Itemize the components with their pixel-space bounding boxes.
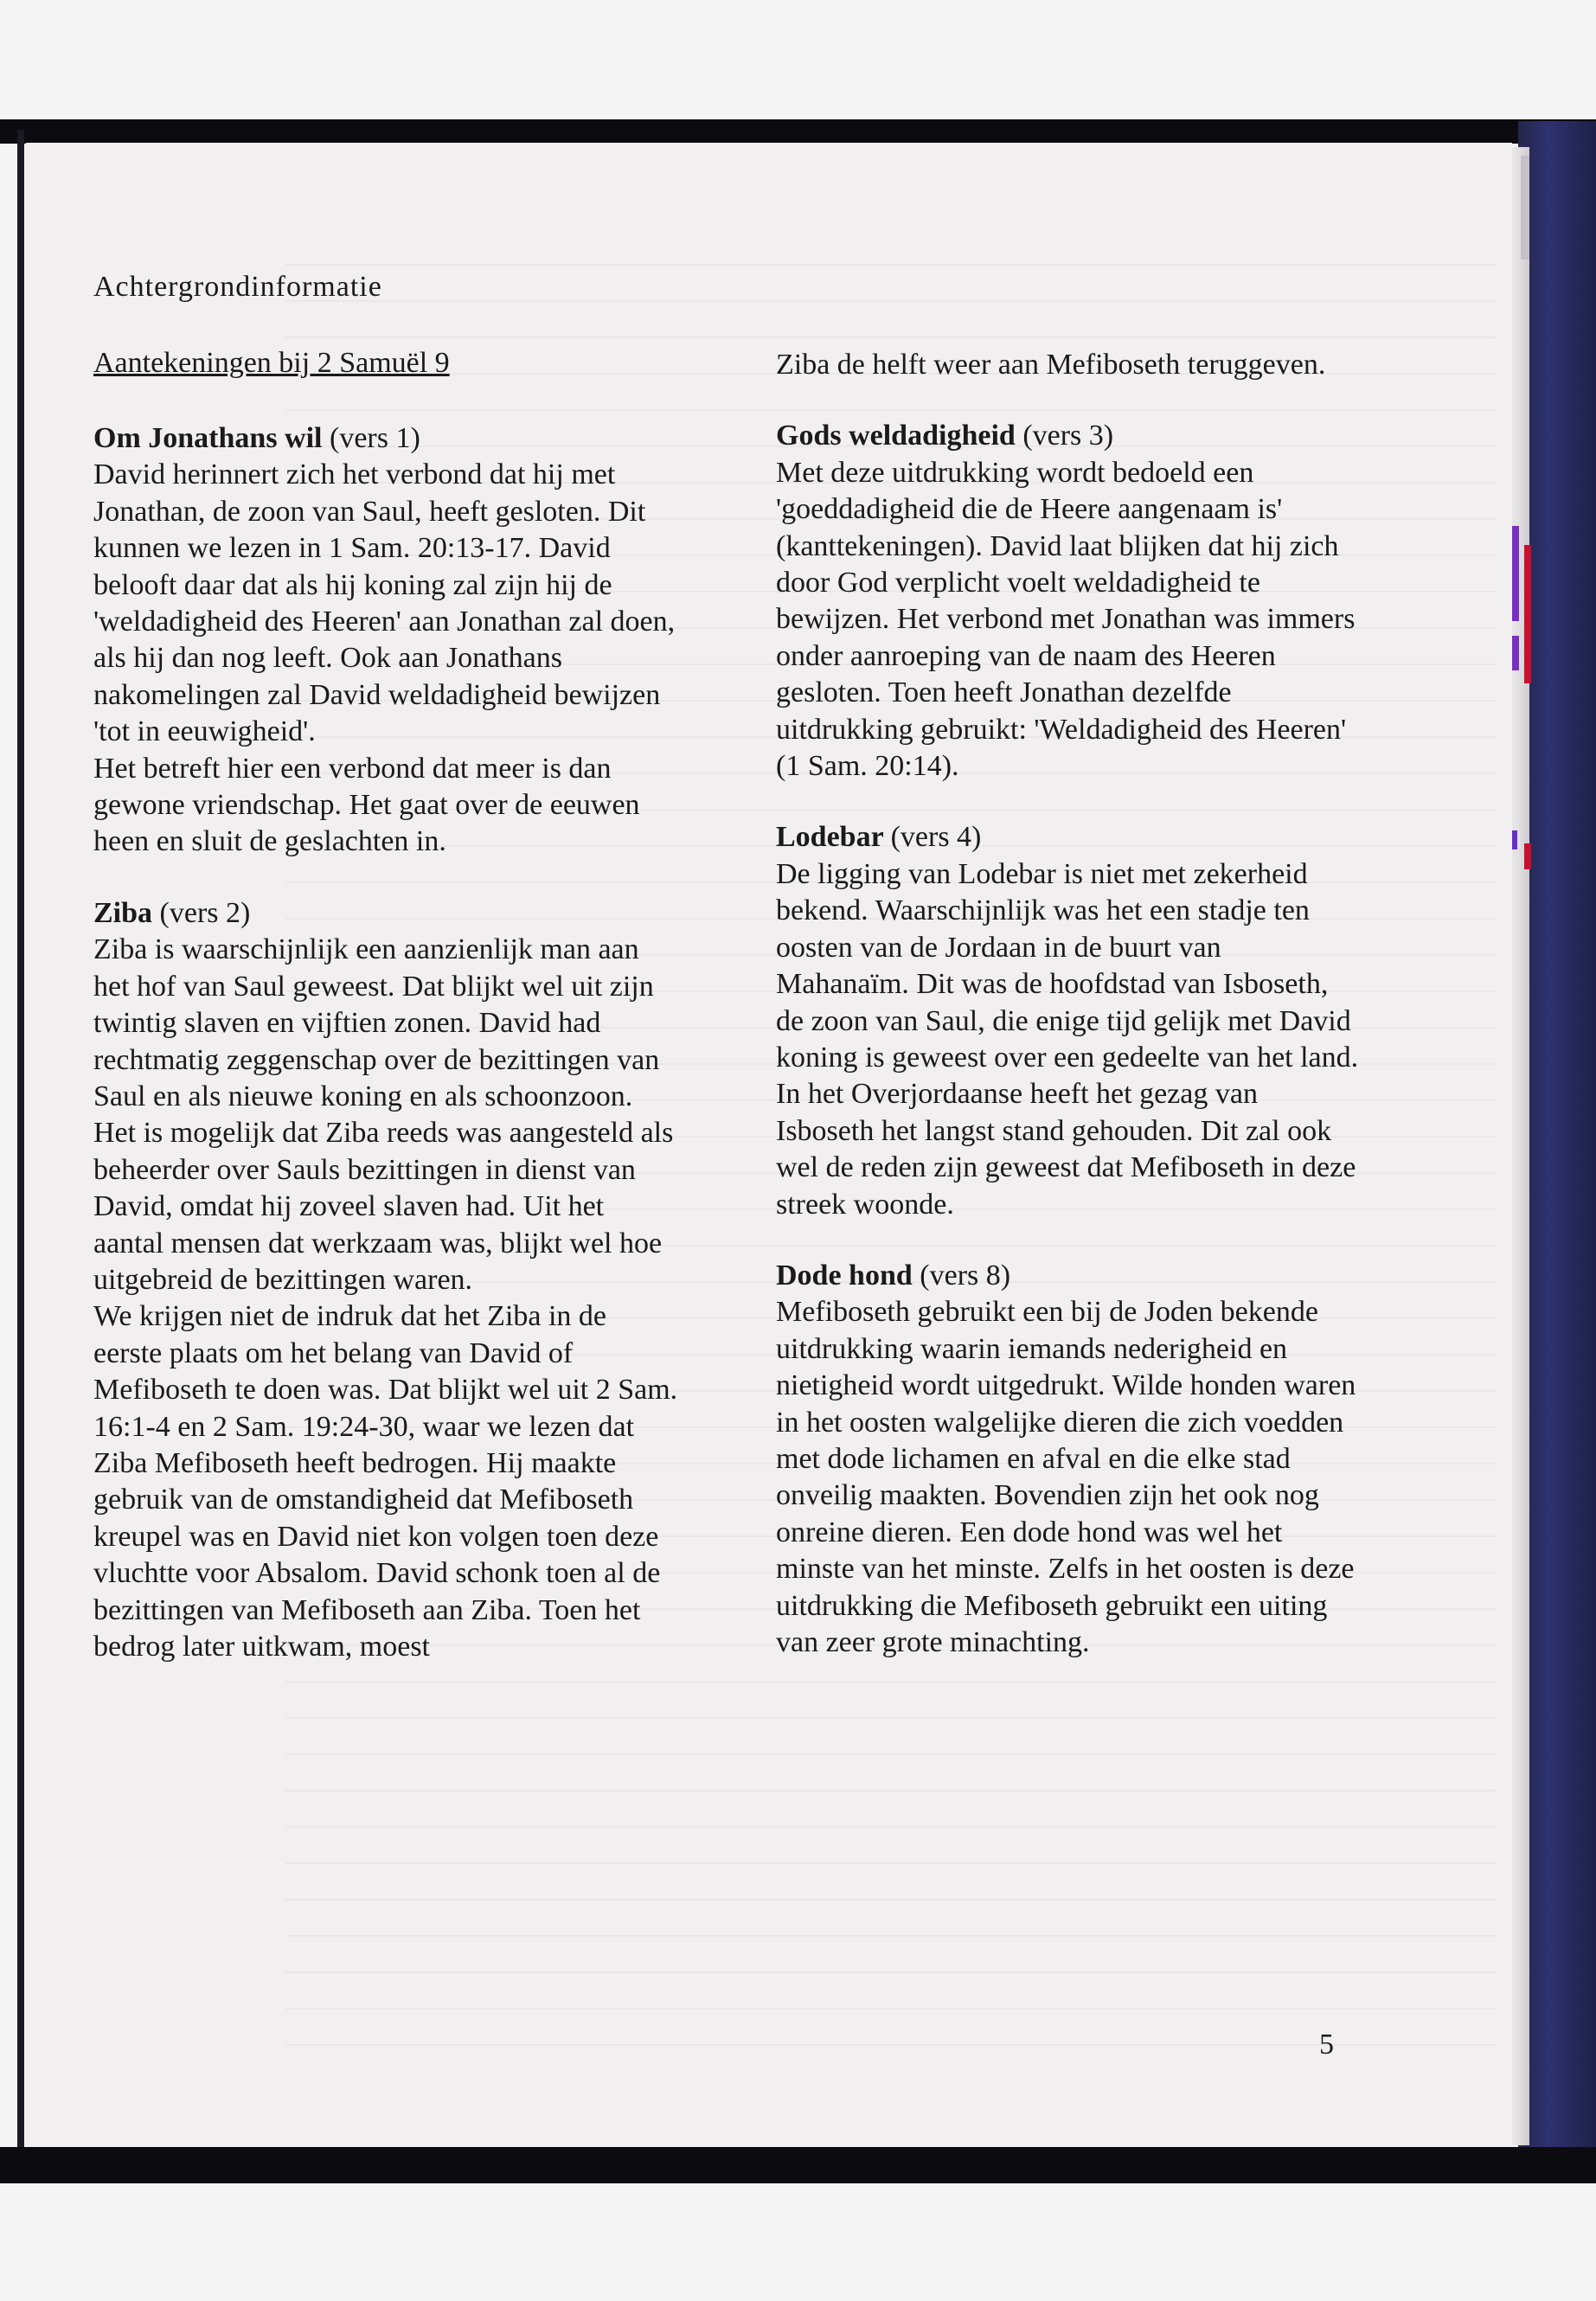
subheading — [776, 819, 1361, 856]
subheading-title: Dode hond — [776, 1259, 913, 1292]
paragraph-gap — [776, 1223, 1361, 1258]
color-tab-marker — [1524, 545, 1531, 683]
body-paragraph: Het betreft hier een verbond dat meer is dan gewone vriendschap. Het gaat over de eeuwen heen en sluit de geslachten in. — [93, 752, 640, 858]
subheading — [93, 420, 678, 457]
body-paragraph: De ligging van Lodebar is niet met zekerheid bekend. Waarschijnlijk was het een stadje ten oosten van de Jordaan in de buurt van Mahanaïm. Dit was de hoofdstad van Isboseth, de zoon van Saul, die enige tijd gelijk met David koning is geweest over een gedeelte van het land. In het Overjordaanse heeft het gezag van Isboseth het langst stand gehouden. Dit zal ook wel de reden zijn geweest dat Mefiboseth in deze streek woonde. — [776, 857, 1359, 1221]
verse-reference: (vers 2) — [159, 896, 251, 929]
book-page — [26, 143, 1512, 2148]
verse-reference: (vers 4) — [890, 821, 982, 854]
book-cover-edge — [1518, 121, 1596, 2171]
right-column — [776, 347, 1361, 1661]
verse-reference: (vers 3) — [1022, 420, 1114, 452]
subheading-title: Lodebar — [776, 821, 884, 854]
subheading — [93, 895, 678, 932]
subheading-title: Ziba — [93, 896, 153, 929]
paragraph-gap — [776, 383, 1361, 418]
verse-reference: (vers 1) — [330, 422, 420, 454]
body-paragraph: Ziba is waarschijnlijk een aanzienlijk man aan het hof van Saul geweest. Dat blijkt wel uit zijn twintig slaven en vijftien zonen. David had rechtmatig zeggenschap over de bezittingen van Saul en als nieuwe koning en als schoonzoon. — [93, 933, 660, 1112]
body-paragraph: Het is mogelijk dat Ziba reeds was aangesteld als beheerder over Sauls bezittingen in dienst van David, omdat hij zoveel slaven had. Uit het aantal mensen dat werkzaam was, blijkt wel hoe uitgebreid de bezittingen waren. — [93, 1117, 674, 1296]
page-content — [26, 143, 1512, 2148]
subheading-title: Gods weldadigheid — [776, 420, 1016, 452]
left-column — [93, 420, 678, 1665]
body-paragraph: Mefiboseth gebruikt een bij de Joden bekende uitdrukking waarin iemands nederigheid en nietigheid wordt uitgedrukt. Wilde honden waren in het oosten walgelijke dieren die zich voedden met dode lichamen en afval en die elke stad onveilig maakten. Bovendien zijn het ook nog onreine dieren. Een dode hond was wel het minste van het minste. Zelfs in het oosten is deze uitdrukking die Mefiboseth gebruikt een uiting van zeer grote minachting. — [776, 1296, 1356, 1658]
body-paragraph: Met deze uitdrukking wordt bedoeld een 'goeddadigheid die de Heere aangenaam is' (kanttekeningen). David laat blijken dat hij zich door God verplicht voelt weldadigheid te bewijzen. Het verbond met Jonathan was immers onder aanroeping van de naam des Heeren gesloten. Toen heeft Jonathan dezelfde uitdrukking gebruikt: 'Weldadigheid des Heeren' (1 Sam. 20:14). — [776, 456, 1356, 783]
scan-left-edge — [17, 130, 24, 2163]
scan-bottom-edge — [0, 2147, 1596, 2183]
page-edge-marker — [1521, 156, 1529, 260]
scan-top-edge — [0, 119, 1596, 144]
page-number: 5 — [1319, 2029, 1334, 2061]
subheading-title: Om Jonathans wil — [93, 422, 323, 454]
paragraph-gap — [776, 785, 1361, 819]
body-paragraph: Ziba de helft weer aan Mefiboseth teruggeven. — [776, 349, 1326, 381]
body-paragraph: David herinnert zich het verbond dat hij met Jonathan, de zoon van Saul, heeft gesloten. Dit kunnen we lezen in 1 Sam. 20:13-17. David belooft daar dat als hij koning zal zijn hij de 'weldadigheid des Heeren' aan Jonathan zal doen, als hij dan nog leeft. Ook aan Jonathans nakomelingen zal David weldadigheid bewijzen 'tot in eeuwigheid'. — [93, 458, 676, 748]
document-title: Aantekeningen bij 2 Samuël 9 — [93, 347, 450, 379]
body-paragraph: We krijgen niet de indruk dat het Ziba in de eerste plaats om het belang van David of Mefiboseth te doen was. Dat blijkt wel uit 2 Sam. 16:1-4 en 2 Sam. 19:24-30, waar we lezen dat Ziba Mefiboseth heeft bedrogen. Hij maakte gebruik van de omstandigheid dat Mefiboseth kreupel was en David niet kon volgen toen deze vluchtte voor Absalom. David schonk toen al de bezittingen van Mefiboseth aan Ziba. Toen het bedrog later uitkwam, moest — [93, 1300, 678, 1663]
section-title: Achtergrondinformatie — [93, 271, 382, 303]
subheading — [776, 1258, 1361, 1294]
verse-reference: (vers 8) — [920, 1259, 1011, 1292]
color-tab-marker — [1524, 843, 1531, 869]
paragraph-gap — [93, 861, 678, 895]
subheading — [776, 418, 1361, 454]
